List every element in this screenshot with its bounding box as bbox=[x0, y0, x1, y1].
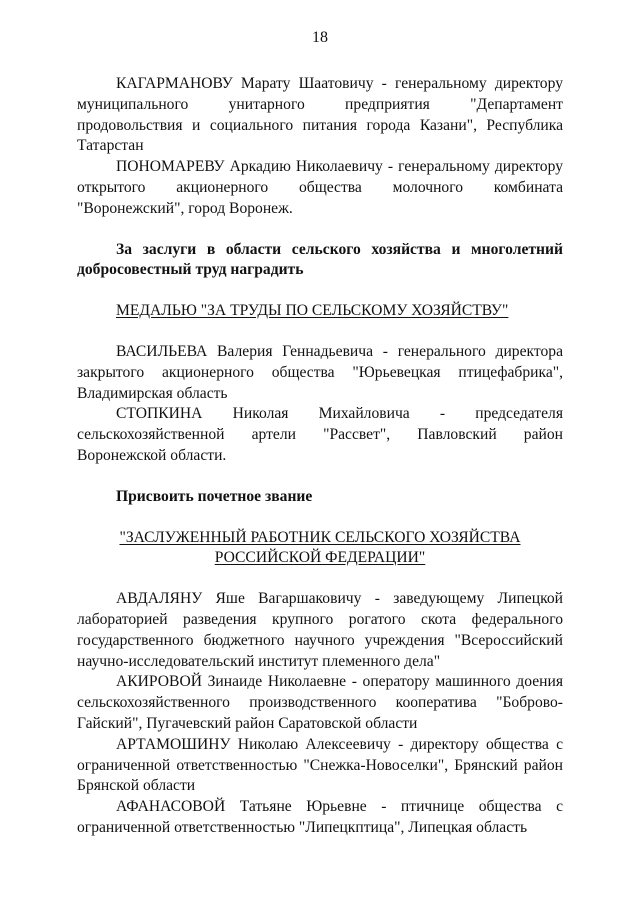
title-heading-line-2: РОССИЙСКОЙ ФЕДЕРАЦИИ" bbox=[214, 549, 426, 567]
paragraph-artamoshin: АРТАМОШИНУ Николаю Алексеевичу - директору общества с ограниченной ответственностью "Снежка-Новоселки", Брянский район Брянской области bbox=[77, 735, 563, 795]
paragraph-stopkin: СТОПКИНА Николая Михайловича - председателя сельскохозяйственной артели "Рассвет", Павловский район Воронежской области. bbox=[77, 405, 563, 464]
page-number: 18 bbox=[312, 29, 328, 46]
paragraph-vasiliev: ВАСИЛЬЕВА Валерия Геннадьевича - генерального директора закрытого акционерного общества "Юрьевецкая птицефабрика", Владимирская область bbox=[77, 342, 563, 402]
paragraph-ponomarev: ПОНОМАРЕВУ Аркадию Николаевичу - генеральному директору открытого акционерного общества молочного комбината "Воронежский", город Воронеж. bbox=[77, 158, 563, 217]
document-body bbox=[77, 74, 563, 839]
title-heading-line-1: "ЗАСЛУЖЕННЫЙ РАБОТНИК СЕЛЬСКОГО ХОЗЯЙСТВА bbox=[119, 528, 521, 546]
paragraph-afanasova: АФАНАСОВОЙ Татьяне Юрьевне - птичнице общества с ограниченной ответственностью "Липецкптица", Липецкая область bbox=[77, 798, 563, 836]
medal-heading: МЕДАЛЬЮ "ЗА ТРУДЫ ПО СЕЛЬСКОМУ ХОЗЯЙСТВУ" bbox=[116, 302, 509, 320]
award-intro-title: Присвоить почетное звание bbox=[116, 487, 313, 505]
paragraph-kagarmanov: КАГАРМАНОВУ Марату Шаатовичу - генеральному директору муниципального унитарного предприятия "Департамент продовольствия и социального питания города Казани", Республика Татарстан bbox=[77, 75, 563, 155]
paragraph-akirova: АКИРОВОЙ Зинаиде Николаевне - оператору машинного доения сельскохозяйственного производственного кооператива "Боброво-Гайский", Пугачевский район Саратовской области bbox=[77, 673, 563, 732]
award-intro-medal: За заслуги в области сельского хозяйства и многолетний добросовестный труд наградить bbox=[77, 240, 563, 279]
paragraph-avdalyan: АВДАЛЯНУ Яше Вагаршаковичу - заведующему Липецкой лабораторией разведения крупного рогатого скота федерального государственного бюджетного научного учреждения "Всероссийский научно-исследовательский институт племенного дела" bbox=[77, 590, 563, 670]
